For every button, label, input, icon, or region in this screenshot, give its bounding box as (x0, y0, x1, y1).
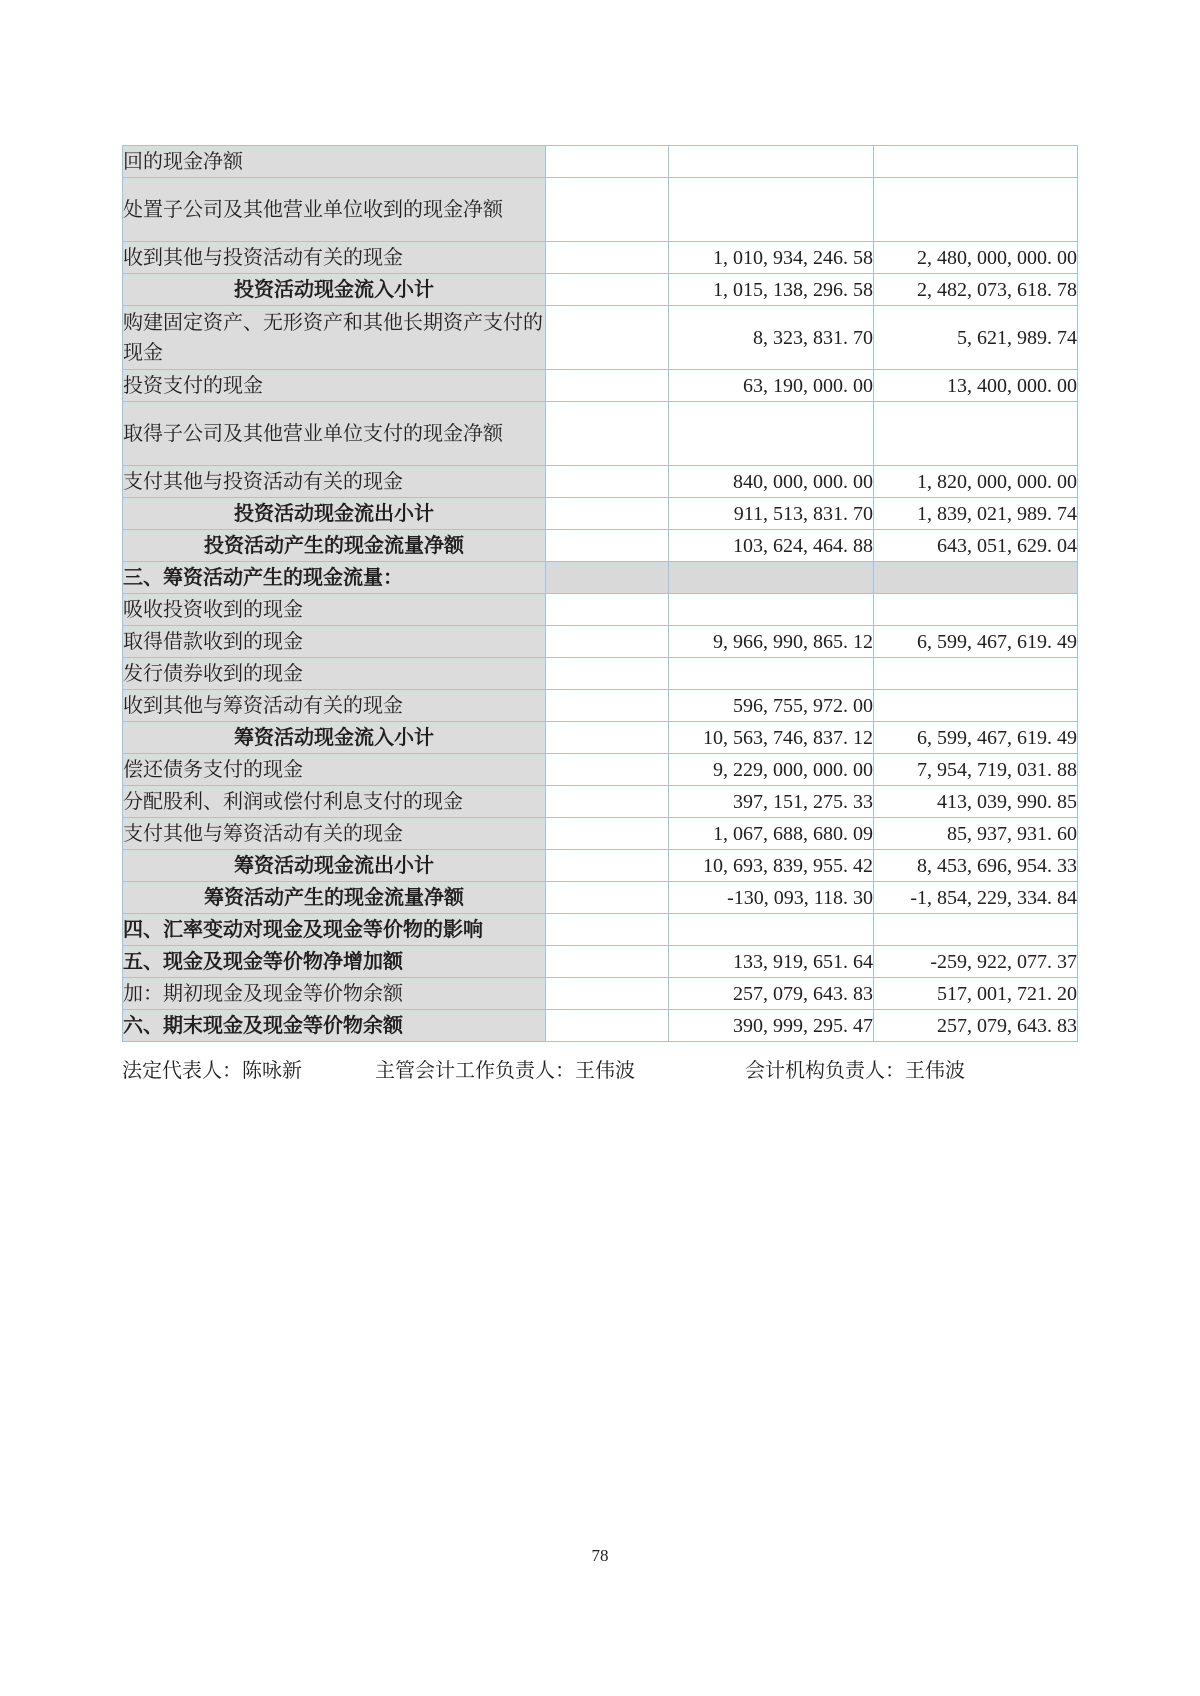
item-label-cell: 三、筹资活动产生的现金流量： (123, 562, 546, 594)
note-cell (546, 946, 669, 978)
item-label-cell: 购建固定资产、无形资产和其他长期资产支付的现金 (123, 306, 546, 370)
note-cell (546, 882, 669, 914)
amount-current-period-cell: 596, 755, 972. 00 (669, 690, 874, 722)
amount-prior-period-cell (874, 690, 1078, 722)
amount-current-period-cell: 257, 079, 643. 83 (669, 978, 874, 1010)
item-label-cell: 吸收投资收到的现金 (123, 594, 546, 626)
amount-prior-period-cell: 643, 051, 629. 04 (874, 530, 1078, 562)
note-cell (546, 370, 669, 402)
item-label-cell: 加：期初现金及现金等价物余额 (123, 978, 546, 1010)
amount-current-period-cell: 911, 513, 831. 70 (669, 498, 874, 530)
item-label-cell: 偿还债务支付的现金 (123, 754, 546, 786)
note-cell (546, 402, 669, 466)
table-row (123, 562, 1078, 594)
note-cell (546, 914, 669, 946)
note-cell (546, 562, 669, 594)
amount-current-period-cell: -130, 093, 118. 30 (669, 882, 874, 914)
amount-prior-period-cell: 257, 079, 643. 83 (874, 1010, 1078, 1042)
item-label-cell: 支付其他与筹资活动有关的现金 (123, 818, 546, 850)
amount-current-period-cell (669, 178, 874, 242)
amount-prior-period-cell: 1, 839, 021, 989. 74 (874, 498, 1078, 530)
table-row (123, 754, 1078, 786)
amount-current-period-cell: 10, 563, 746, 837. 12 (669, 722, 874, 754)
amount-current-period-cell: 9, 229, 000, 000. 00 (669, 754, 874, 786)
amount-current-period-cell: 133, 919, 651. 64 (669, 946, 874, 978)
table-row (123, 274, 1078, 306)
amount-current-period-cell (669, 402, 874, 466)
note-cell (546, 178, 669, 242)
item-label-cell: 投资支付的现金 (123, 370, 546, 402)
item-label-cell: 六、期末现金及现金等价物余额 (123, 1010, 546, 1042)
item-label-cell: 支付其他与投资活动有关的现金 (123, 466, 546, 498)
table-row (123, 306, 1078, 370)
item-label-cell: 回的现金净额 (123, 146, 546, 178)
amount-prior-period-cell (874, 562, 1078, 594)
table-row (123, 818, 1078, 850)
note-cell (546, 786, 669, 818)
note-cell (546, 1010, 669, 1042)
legal-representative-signature: 法定代表人：陈咏新 (122, 1060, 302, 1082)
note-cell (546, 498, 669, 530)
amount-prior-period-cell: -1, 854, 229, 334. 84 (874, 882, 1078, 914)
amount-prior-period-cell: 2, 482, 073, 618. 78 (874, 274, 1078, 306)
table-row (123, 690, 1078, 722)
amount-current-period-cell: 1, 015, 138, 296. 58 (669, 274, 874, 306)
amount-prior-period-cell: 7, 954, 719, 031. 88 (874, 754, 1078, 786)
item-label-cell: 取得子公司及其他营业单位支付的现金净额 (123, 402, 546, 466)
note-cell (546, 242, 669, 274)
table-row (123, 882, 1078, 914)
item-label-cell: 取得借款收到的现金 (123, 626, 546, 658)
table-row (123, 498, 1078, 530)
amount-current-period-cell (669, 146, 874, 178)
amount-prior-period-cell: 517, 001, 721. 20 (874, 978, 1078, 1010)
item-label-cell: 处置子公司及其他营业单位收到的现金净额 (123, 178, 546, 242)
item-label-cell: 四、汇率变动对现金及现金等价物的影响 (123, 914, 546, 946)
amount-current-period-cell (669, 914, 874, 946)
table-row (123, 722, 1078, 754)
amount-prior-period-cell: 5, 621, 989. 74 (874, 306, 1078, 370)
amount-prior-period-cell: 2, 480, 000, 000. 00 (874, 242, 1078, 274)
note-cell (546, 978, 669, 1010)
cash-flow-statement-table (122, 145, 1078, 1042)
table-row (123, 946, 1078, 978)
note-cell (546, 690, 669, 722)
note-cell (546, 818, 669, 850)
chief-accounting-officer-signature: 主管会计工作负责人：王伟波 (375, 1060, 635, 1082)
amount-current-period-cell: 1, 010, 934, 246. 58 (669, 242, 874, 274)
amount-prior-period-cell: -259, 922, 077. 37 (874, 946, 1078, 978)
amount-prior-period-cell: 1, 820, 000, 000. 00 (874, 466, 1078, 498)
table-row (123, 530, 1078, 562)
table-row (123, 914, 1078, 946)
table-row (123, 402, 1078, 466)
item-label-cell: 投资活动产生的现金流量净额 (123, 530, 546, 562)
table-row (123, 978, 1078, 1010)
item-label-cell: 筹资活动现金流入小计 (123, 722, 546, 754)
accounting-department-head-signature: 会计机构负责人：王伟波 (745, 1060, 965, 1082)
note-cell (546, 626, 669, 658)
amount-prior-period-cell: 13, 400, 000. 00 (874, 370, 1078, 402)
amount-prior-period-cell: 6, 599, 467, 619. 49 (874, 626, 1078, 658)
amount-prior-period-cell (874, 402, 1078, 466)
note-cell (546, 658, 669, 690)
amount-current-period-cell (669, 594, 874, 626)
amount-current-period-cell: 397, 151, 275. 33 (669, 786, 874, 818)
amount-current-period-cell: 103, 624, 464. 88 (669, 530, 874, 562)
note-cell (546, 146, 669, 178)
amount-prior-period-cell: 8, 453, 696, 954. 33 (874, 850, 1078, 882)
amount-current-period-cell: 10, 693, 839, 955. 42 (669, 850, 874, 882)
table-row (123, 626, 1078, 658)
table-row (123, 786, 1078, 818)
note-cell (546, 466, 669, 498)
table-row (123, 658, 1078, 690)
note-cell (546, 530, 669, 562)
amount-current-period-cell: 63, 190, 000. 00 (669, 370, 874, 402)
item-label-cell: 投资活动现金流入小计 (123, 274, 546, 306)
amount-current-period-cell: 8, 323, 831. 70 (669, 306, 874, 370)
note-cell (546, 274, 669, 306)
item-label-cell: 收到其他与筹资活动有关的现金 (123, 690, 546, 722)
amount-prior-period-cell (874, 178, 1078, 242)
signature-line (0, 1058, 1200, 1084)
note-cell (546, 722, 669, 754)
note-cell (546, 306, 669, 370)
note-cell (546, 594, 669, 626)
amount-current-period-cell (669, 562, 874, 594)
amount-prior-period-cell: 6, 599, 467, 619. 49 (874, 722, 1078, 754)
item-label-cell: 投资活动现金流出小计 (123, 498, 546, 530)
amount-prior-period-cell: 85, 937, 931. 60 (874, 818, 1078, 850)
amount-prior-period-cell (874, 594, 1078, 626)
page-number: 78 (591, 1546, 609, 1565)
table-row (123, 850, 1078, 882)
amount-prior-period-cell (874, 914, 1078, 946)
table-row (123, 178, 1078, 242)
item-label-cell: 分配股利、利润或偿付利息支付的现金 (123, 786, 546, 818)
item-label-cell: 发行债券收到的现金 (123, 658, 546, 690)
amount-prior-period-cell (874, 146, 1078, 178)
note-cell (546, 754, 669, 786)
item-label-cell: 筹资活动产生的现金流量净额 (123, 882, 546, 914)
item-label-cell: 五、现金及现金等价物净增加额 (123, 946, 546, 978)
amount-prior-period-cell (874, 658, 1078, 690)
item-label-cell: 筹资活动现金流出小计 (123, 850, 546, 882)
item-label-cell: 收到其他与投资活动有关的现金 (123, 242, 546, 274)
amount-current-period-cell: 1, 067, 688, 680. 09 (669, 818, 874, 850)
table-row (123, 466, 1078, 498)
table-row (123, 242, 1078, 274)
table-row (123, 146, 1078, 178)
amount-prior-period-cell: 413, 039, 990. 85 (874, 786, 1078, 818)
note-cell (546, 850, 669, 882)
table-row (123, 370, 1078, 402)
table-row (123, 1010, 1078, 1042)
amount-current-period-cell: 9, 966, 990, 865. 12 (669, 626, 874, 658)
amount-current-period-cell: 390, 999, 295. 47 (669, 1010, 874, 1042)
amount-current-period-cell (669, 658, 874, 690)
table-row (123, 594, 1078, 626)
amount-current-period-cell: 840, 000, 000. 00 (669, 466, 874, 498)
